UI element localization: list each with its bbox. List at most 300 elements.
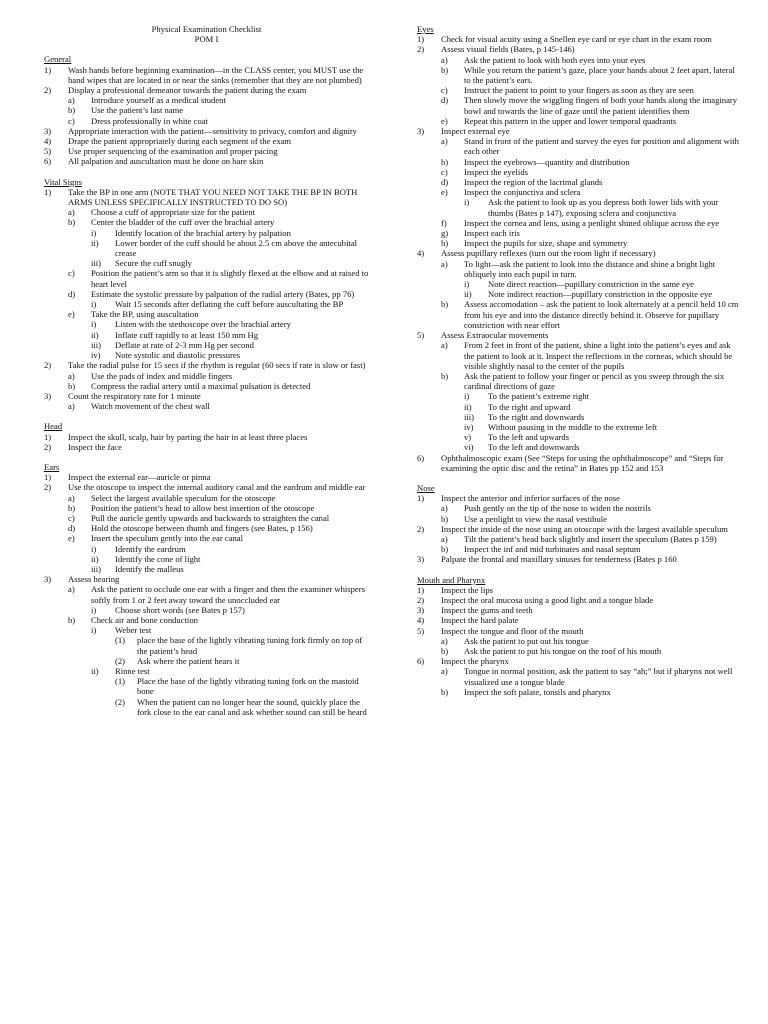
item-number: e) — [68, 309, 75, 320]
item-text: Without pausing in the middle to the extreme left — [488, 421, 658, 432]
item-text: Pull the auricle gently upwards and backwards to straighten the canal — [91, 512, 330, 523]
item-number: 3) — [44, 390, 52, 401]
item-number: i) — [91, 604, 97, 615]
item-number: 4) — [44, 136, 52, 147]
item-number: e) — [441, 187, 448, 198]
item-text: Take the radial pulse for 15 secs if the rhythm is regular (60 secs if rate is slow or fast) — [68, 360, 366, 371]
section — [417, 575, 739, 697]
item-number: b) — [441, 64, 449, 75]
list-item — [417, 157, 739, 167]
list-item — [44, 493, 369, 503]
list-item — [44, 697, 369, 717]
item-text: Ask the patient to put his tongue on the roof of his mouth — [464, 645, 662, 656]
item-text: Secure the cuff snugly — [115, 258, 192, 269]
item-number: 6) — [44, 156, 52, 167]
item-text: Ask the patient to follow your finger or pencil as you sweep through the six cardinal directions of gaze — [464, 370, 725, 392]
item-number: 1) — [44, 472, 52, 483]
item-number: ii) — [91, 237, 99, 248]
item-text: Check for visual acuity using a Snellen eye card or eye chart in the exam room — [441, 34, 712, 45]
item-number: 2) — [417, 594, 425, 605]
item-text: Watch movement of the chest wall — [91, 401, 210, 412]
list-item — [44, 105, 369, 115]
item-text: Weber test — [115, 625, 152, 636]
item-text: Inspect the face — [68, 441, 122, 452]
item-text: Inspect the inf and mid turbinates and nasal septum — [464, 544, 641, 555]
item-text: Inspect the external ear—auricle or pinna — [68, 472, 211, 483]
item-text: Check air and bone conduction — [91, 614, 198, 625]
item-text: Inspect the region of the lacrimal glands — [464, 177, 603, 188]
item-number: 4) — [417, 615, 425, 626]
list-item — [44, 564, 369, 574]
list-item — [417, 687, 739, 697]
list-item — [44, 625, 369, 635]
section-title: Head — [44, 421, 63, 432]
list-item — [417, 55, 739, 65]
list-item — [44, 258, 369, 268]
list-item — [44, 95, 369, 105]
item-number: i) — [91, 227, 97, 238]
list-item — [44, 615, 369, 625]
item-text: place the base of the lightly vibrating tuning fork firmly on top of the patient’s head — [137, 635, 363, 656]
item-text: Ask the patient to look with both eyes into your eyes — [464, 54, 646, 65]
item-number: ii) — [464, 401, 472, 412]
item-text: Inspect the eyebrows—quantity and distribution — [464, 156, 630, 167]
item-number: a) — [68, 370, 75, 381]
item-text: Select the largest available speculum for the otoscope — [91, 492, 276, 503]
list-item — [44, 482, 369, 492]
section-title: Ears — [44, 461, 60, 472]
list-item — [44, 472, 369, 482]
item-text: Lower border of the cuff should be about 2.5 cm above the antecubital crease — [115, 237, 358, 259]
item-text: Place the base of the lightly vibrating tuning fork on the mastoid bone — [137, 676, 359, 697]
list-item — [417, 605, 739, 615]
item-number: ii) — [91, 665, 99, 676]
item-number: 3) — [417, 126, 425, 137]
item-text: Appropriate interaction with the patient—sensitivity to privacy, comfort and dignity — [68, 125, 357, 136]
item-number: ii) — [464, 289, 472, 300]
item-text: Rinne test — [115, 665, 150, 676]
list-item — [44, 554, 369, 564]
item-text: Estimate the systolic pressure by palpation of the radial artery (Bates, pp 76) — [91, 288, 355, 299]
item-number: 5) — [44, 146, 52, 157]
list-item — [44, 442, 369, 452]
list-item — [44, 533, 369, 543]
item-number: a) — [68, 584, 75, 595]
item-text: Inspect each iris — [464, 228, 520, 239]
section-title: Vital Signs — [44, 176, 82, 187]
item-number: a) — [68, 95, 75, 106]
item-text: Inspect external eye — [441, 126, 510, 137]
item-text: Position the patient’s arm so that it is slightly flexed at the elbow and at raised to heart level — [91, 268, 369, 289]
item-number: h) — [441, 238, 449, 249]
list-item — [44, 65, 369, 85]
section-title: Eyes — [417, 24, 434, 34]
section — [44, 421, 369, 452]
item-text: Ask the patient to put out his tongue — [464, 635, 589, 646]
item-text: To light—ask the patient to look into the distance and shine a bright light obliquely into each pupil in turn. — [464, 258, 716, 279]
item-text: Inflate cuff rapidly to at least 150 mm Hg — [115, 329, 259, 340]
item-number: iii) — [91, 258, 102, 269]
list-item — [417, 615, 739, 625]
item-number: iv) — [464, 421, 474, 432]
item-text: From 2 feet in front of the patient, shine a light into the patient’s eyes and ask the patient to look at it. Inspect the reflections in the corneas, which should be visible slightly nasal to the center of the pupils — [464, 340, 733, 371]
item-text: Choose a cuff of appropriate size for the patient — [91, 207, 256, 218]
item-number: i) — [91, 299, 97, 310]
list-item — [417, 453, 739, 473]
list-item — [44, 228, 369, 238]
list-item — [417, 646, 739, 656]
list-item — [417, 442, 739, 452]
list-item — [417, 116, 739, 126]
list-item — [417, 44, 739, 54]
section-title: Nose — [417, 482, 435, 493]
item-number: d) — [441, 95, 449, 106]
list-item — [44, 340, 369, 350]
item-number: (2) — [115, 655, 126, 666]
item-text: Identify the cone of light — [115, 553, 201, 564]
item-text: Note direct reaction—pupillary constriction in the same eye — [488, 279, 694, 290]
list-item — [417, 524, 739, 534]
list-item — [417, 412, 739, 422]
item-text: Ask where the patient hears it — [137, 655, 240, 666]
item-number: a) — [68, 207, 75, 218]
item-text: Inspect the anterior and inferior surfaces of the nose — [441, 493, 620, 504]
item-text: Note indirect reaction—pupillary constriction in the opposite eye — [488, 289, 713, 300]
item-number: 6) — [417, 452, 425, 463]
item-text: Use the pads of index and middle fingers — [91, 370, 233, 381]
item-number: b) — [441, 370, 449, 381]
item-text: Wash hands before beginning examination—in the CLASS center, you MUST use the hand wipes that are located in or near the sinks (remember that they are not plumbed) — [68, 64, 364, 85]
list-item — [44, 381, 369, 391]
item-number: b) — [68, 380, 76, 391]
item-text: To the left and upwards — [488, 432, 570, 443]
item-number: 3) — [417, 554, 425, 565]
list-item — [417, 136, 739, 156]
item-number: b) — [441, 299, 449, 310]
item-number: a) — [441, 503, 448, 514]
item-number: b) — [441, 645, 449, 656]
item-text: Ask the patient to look up as you depress both lower lids with your thumbs (Bates p 147), exposing sclera and conjunctiva — [488, 197, 719, 218]
item-number: d) — [68, 288, 76, 299]
item-text: Use a penlight to view the nasal vestibule — [464, 513, 607, 524]
item-number: ii) — [91, 553, 99, 564]
item-text: Use the otoscope to inspect the internal auditory canal and the eardrum and middle ear — [68, 482, 366, 493]
item-number: c) — [68, 268, 75, 279]
item-number: iii) — [91, 563, 102, 574]
item-text: Note systolic and diastolic pressures — [115, 350, 241, 361]
list-item — [417, 34, 739, 44]
section-title: Mouth and Pharynx — [417, 574, 486, 585]
left-sections — [44, 54, 369, 717]
item-number: i) — [91, 543, 97, 554]
item-number: vi) — [464, 442, 474, 453]
item-number: 5) — [417, 330, 425, 341]
section — [44, 177, 369, 412]
item-number: e) — [441, 115, 448, 126]
list-item — [417, 187, 739, 197]
list-item — [417, 402, 739, 412]
item-text: Drape the patient appropriately during each segment of the exam — [68, 136, 292, 147]
item-number: (2) — [115, 696, 126, 707]
item-number: c) — [68, 115, 75, 126]
item-text: Assess Extraocular movements — [441, 330, 549, 341]
list-item — [44, 574, 369, 584]
right-sections — [417, 24, 739, 697]
list-item — [44, 513, 369, 523]
item-text: Inspect the cornea and lens, using a penlight shined oblique across the eye — [464, 217, 720, 228]
item-text: Inspect the soft palate, tonsils and pharynx — [464, 686, 611, 697]
item-number: b) — [441, 544, 449, 555]
item-number: d) — [68, 523, 76, 534]
list-item — [44, 676, 369, 696]
list-item — [44, 605, 369, 615]
item-number: 1) — [417, 493, 425, 504]
item-text: Inspect the pharynx — [441, 656, 509, 667]
item-number: (1) — [115, 676, 126, 687]
list-item — [44, 268, 369, 288]
list-item — [44, 156, 369, 166]
item-text: Repeat this pattern in the upper and lower temporal quadrants — [464, 115, 677, 126]
item-number: i) — [464, 391, 470, 402]
list-item — [417, 85, 739, 95]
item-number: a) — [441, 533, 448, 544]
item-number: b) — [68, 217, 76, 228]
item-number: 2) — [44, 85, 52, 96]
item-number: 3) — [44, 574, 52, 585]
item-text: Inspect the gums and teeth — [441, 605, 533, 616]
list-item — [44, 116, 369, 126]
item-number: 3) — [417, 605, 425, 616]
item-text: Assess pupillary reflexes (turn out the room light if necessary) — [441, 248, 656, 259]
item-number: a) — [441, 54, 448, 65]
item-number: a) — [441, 340, 448, 351]
item-number: 1) — [44, 186, 52, 197]
item-number: 3) — [44, 125, 52, 136]
section — [44, 462, 369, 717]
item-number: i) — [91, 625, 97, 636]
item-text: To the right and upward — [488, 401, 571, 412]
item-text: Inspect the inside of the nose using an otoscope with the largest available speculum — [441, 523, 728, 534]
list-item — [44, 544, 369, 554]
item-text: Assess visual fields (Bates, p 145-146) — [441, 44, 575, 55]
list-item — [44, 401, 369, 411]
list-item — [417, 248, 739, 258]
list-item — [417, 299, 739, 330]
list-item — [417, 279, 739, 289]
item-text: Compress the radial artery until a maximal pulsation is detected — [91, 380, 311, 391]
item-number: b) — [441, 513, 449, 524]
list-item — [417, 259, 739, 279]
item-number: iv) — [91, 350, 101, 361]
list-item — [417, 656, 739, 666]
item-number: a) — [441, 635, 448, 646]
item-text: Take the BP in one arm (NOTE THAT YOU NEED NOT TAKE THE BP IN BOTH ARMS UNLESS SPECIFICALLY INSTRUCTED TO DO SO) — [68, 186, 358, 208]
item-number: b) — [68, 105, 76, 116]
item-number: 4) — [417, 248, 425, 259]
item-number: a) — [441, 666, 448, 677]
list-item — [44, 238, 369, 258]
list-item — [44, 146, 369, 156]
item-number: 2) — [44, 441, 52, 452]
list-item — [417, 289, 739, 299]
list-item — [417, 238, 739, 248]
list-item — [44, 350, 369, 360]
list-item — [417, 371, 739, 391]
list-item — [417, 167, 739, 177]
list-item — [44, 503, 369, 513]
item-number: b) — [68, 614, 76, 625]
item-text: Instruct the patient to point to your fingers as soon as they are seen — [464, 85, 694, 96]
item-text: To the left and downwards — [488, 442, 580, 453]
item-text: Count the respiratory rate for 1 minute — [68, 390, 201, 401]
item-number: 2) — [417, 523, 425, 534]
item-number: a) — [68, 401, 75, 412]
item-text: Center the bladder of the cuff over the brachial artery — [91, 217, 275, 228]
list-item — [417, 126, 739, 136]
item-text: Assess accomodation – ask the patient to look alternately at a pencil held 10 cm from his eye and into the distance directly behind it. Observe for pupillary constriction with near effort — [464, 299, 739, 330]
item-number: 2) — [417, 44, 425, 55]
item-text: Inspect the conjunctiva and sclera — [464, 187, 581, 198]
list-item — [44, 187, 369, 207]
list-item — [417, 432, 739, 442]
list-item — [44, 217, 369, 227]
item-text: Ophthalmoscopic exam (See “Steps for using the ophthalmoscope” and “Steps for examining the optic disc and the retina” in Bates pp 152 and 153 — [441, 452, 724, 473]
item-number: e) — [68, 533, 75, 544]
item-text: Deflate at rate of 2-3 mm Hg per second — [115, 339, 254, 350]
item-text: Inspect the eyelids — [464, 166, 528, 177]
item-number: 6) — [417, 656, 425, 667]
list-item — [417, 177, 739, 187]
item-text: Listen with the stethoscope over the brachial artery — [115, 319, 291, 330]
list-item — [417, 391, 739, 401]
list-item — [417, 228, 739, 238]
item-number: (1) — [115, 635, 126, 646]
item-number: 2) — [44, 482, 52, 493]
list-item — [44, 656, 369, 666]
item-number: f) — [441, 217, 447, 228]
item-number: i) — [464, 279, 470, 290]
item-number: v) — [464, 432, 472, 443]
section — [44, 54, 369, 166]
item-text: To the patient’s extreme right — [488, 391, 590, 402]
item-text: Ask the patient to occlude one ear with a finger and then the examiner whispers softly from 1 or 2 feet away toward the unoccluded ear — [91, 584, 365, 605]
item-number: i) — [91, 319, 97, 330]
item-number: b) — [441, 686, 449, 697]
list-item — [417, 626, 739, 636]
item-text: Inspect the hard palate — [441, 615, 519, 626]
item-number: c) — [68, 512, 75, 523]
item-text: Dress professionally in white coat — [91, 115, 208, 126]
list-item — [44, 584, 369, 604]
list-item — [417, 595, 739, 605]
item-number: iii) — [464, 411, 475, 422]
list-item — [44, 523, 369, 533]
item-text: Inspect the oral mucosa using a good light and a tongue blade — [441, 594, 654, 605]
item-text: Hold the otoscope between thumb and fingers (see Bates, p 156) — [91, 523, 313, 534]
list-item — [44, 635, 369, 655]
item-text: Identify the eardrum — [115, 543, 186, 554]
item-number: a) — [441, 136, 448, 147]
list-item — [417, 636, 739, 646]
item-number: iii) — [91, 339, 102, 350]
item-text: Inspect the pupils for size, shape and symmetry — [464, 238, 628, 249]
list-item — [44, 289, 369, 299]
item-number: 1) — [417, 34, 425, 45]
list-item — [417, 666, 739, 686]
list-item — [417, 218, 739, 228]
item-text: Palpate the frontal and maxillary sinuses for tenderness (Bates p 160 — [441, 554, 677, 565]
item-text: Take the BP, using auscultation — [91, 309, 199, 320]
document-subtitle: POM I — [194, 34, 219, 45]
item-text: Use the patient’s last name — [91, 105, 184, 116]
item-text: To the right and downwards — [488, 411, 585, 422]
list-item — [417, 95, 739, 115]
list-item — [417, 554, 739, 564]
item-number: c) — [441, 85, 448, 96]
list-item — [44, 432, 369, 442]
list-item — [44, 319, 369, 329]
left-column — [44, 24, 369, 717]
list-item — [44, 666, 369, 676]
item-number: d) — [441, 177, 449, 188]
list-item — [417, 422, 739, 432]
list-item — [44, 371, 369, 381]
item-text: Introduce yourself as a medical student — [91, 95, 226, 106]
list-item — [417, 493, 739, 503]
list-item — [44, 207, 369, 217]
list-item — [417, 330, 739, 340]
item-text: Insert the speculum gently into the ear canal — [91, 533, 244, 544]
item-text: Inspect the tongue and floor of the mouth — [441, 625, 584, 636]
item-number: a) — [441, 258, 448, 269]
list-item — [44, 330, 369, 340]
item-text: Identify the malleus — [115, 563, 184, 574]
list-item — [44, 391, 369, 401]
item-text: Use proper sequencing of the examination and proper pacing — [68, 146, 278, 157]
list-item — [417, 65, 739, 85]
item-number: 5) — [417, 625, 425, 636]
item-text: Assess hearing — [68, 574, 120, 585]
item-text: Stand in front of the patient and survey the eyes for position and alignment with each other — [464, 136, 739, 157]
right-column — [417, 24, 739, 697]
list-item — [417, 514, 739, 524]
item-text: Tongue in normal position, ask the patient to say “ah;” but if pharynx not well visualized use a tongue blade — [464, 666, 733, 687]
item-text: Push gently on the tip of the nose to widen the nostrils — [464, 503, 651, 514]
item-number: ii) — [91, 329, 99, 340]
item-text: Inspect the lips — [441, 584, 494, 595]
section-title: General — [44, 54, 72, 65]
item-number: b) — [441, 156, 449, 167]
list-item — [417, 503, 739, 513]
item-text: Display a professional demeanor towards the patient during the exam — [68, 85, 307, 96]
list-item — [417, 197, 739, 217]
item-number: i) — [464, 197, 470, 208]
item-number: g) — [441, 228, 449, 239]
item-text: When the patient can no longer hear the sound, quickly place the fork close to the ear canal and ask whether sound can still be heard — [137, 696, 367, 717]
item-number: a) — [68, 492, 75, 503]
section — [417, 483, 739, 565]
item-number: c) — [441, 166, 448, 177]
list-item — [417, 534, 739, 544]
list-item — [44, 309, 369, 319]
section — [417, 24, 739, 473]
item-text: Tilt the patient’s head back slightly and insert the speculum (Bates p 159) — [464, 533, 717, 544]
item-number: b) — [68, 502, 76, 513]
list-item — [417, 340, 739, 371]
item-text: Wait 15 seconds after deflating the cuff before auscultating the BP — [115, 299, 344, 310]
list-item — [44, 299, 369, 309]
item-number: 1) — [44, 431, 52, 442]
